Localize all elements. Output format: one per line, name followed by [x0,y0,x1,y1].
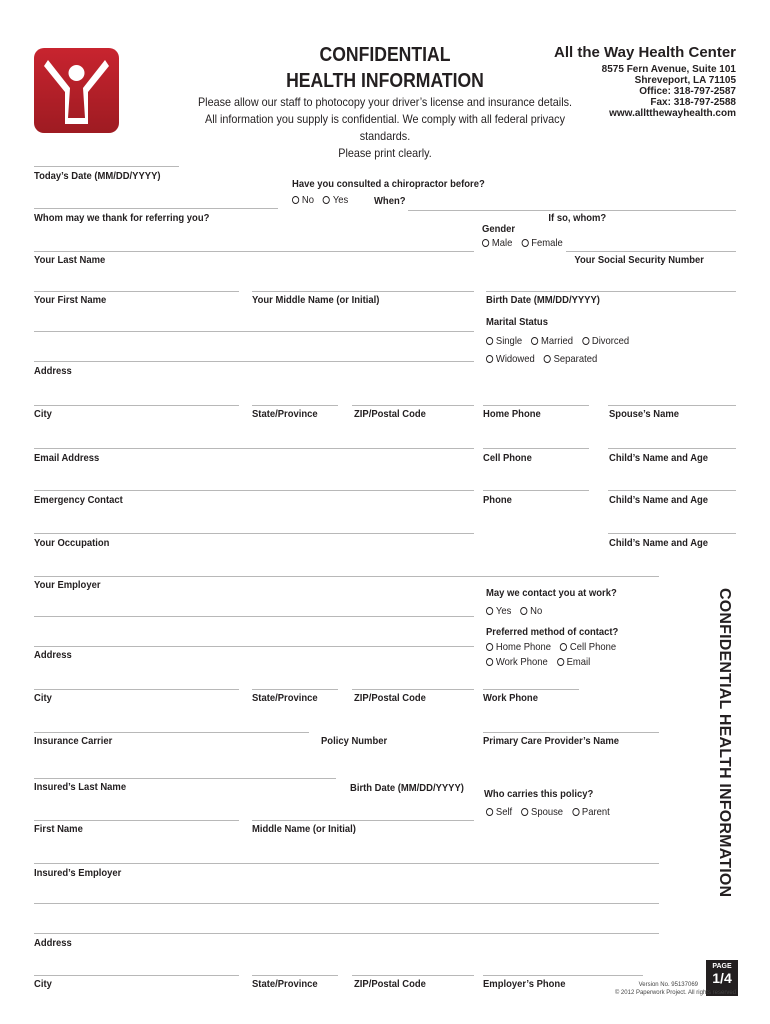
radio-icon [486,355,493,363]
insured-address-input-1[interactable] [34,903,659,904]
emergency-contact-input[interactable] [34,490,474,491]
radio-icon [582,337,589,345]
radio-icon [482,239,489,247]
insured-middle-name-input[interactable] [252,820,474,821]
address-input-1[interactable] [34,331,474,332]
occupation-label: Your Occupation [34,537,110,549]
address-label: Address [34,365,72,377]
intro-line-3: Please print clearly. [338,146,432,160]
gender-female-option[interactable]: Female [521,237,562,249]
if-so-whom-label: If so, whom? [548,212,606,224]
email-label: Email Address [34,452,100,464]
pref-work-phone-option[interactable]: Work Phone [486,656,548,668]
logo [34,48,119,133]
employer-address-input-1[interactable] [34,616,474,617]
radio-icon [520,607,527,615]
title-line-1: CONFIDENTIAL [319,44,451,66]
first-name-input[interactable] [34,291,239,292]
child-3-label: Child’s Name and Age [609,537,709,549]
zip-input[interactable] [352,405,474,406]
primary-care-label: Primary Care Provider’s Name [483,735,620,747]
birth-date-input[interactable] [486,291,736,292]
marital-widowed-option[interactable]: Widowed [486,353,535,365]
chiro-no-option[interactable]: No [292,194,314,206]
policy-number-label: Policy Number [321,735,388,747]
employer-phone-input[interactable] [483,975,643,976]
chiro-yes-option[interactable]: Yes [323,194,348,206]
email-input[interactable] [34,448,474,449]
child-2-label: Child’s Name and Age [609,494,709,506]
work-phone-label: Work Phone [483,692,538,704]
child-3-input[interactable] [608,533,736,534]
preferred-contact-label: Preferred method of contact? [486,626,619,638]
org-street: 8575 Fern Avenue, Suite 101 [601,64,736,75]
page-number: 1/4 [712,970,732,986]
employer-zip-input[interactable] [352,689,474,690]
child-1-label: Child’s Name and Age [609,452,709,464]
todays-date-input[interactable] [34,166,179,167]
ssn-label: Your Social Security Number [574,254,704,266]
radio-icon [531,337,538,345]
gender-label: Gender [482,223,516,235]
insured-first-name-input[interactable] [34,820,239,821]
intro-line-2: All information you supply is confidential. We comply with all federal privacy standards. [205,112,565,143]
person-arms-raised-icon [34,48,119,133]
employer-state-label: State/Province [252,692,318,704]
work-phone-input[interactable] [483,689,579,690]
address-input-2[interactable] [34,361,474,362]
middle-name-label: Your Middle Name (or Initial) [252,294,380,306]
chiro-question-label: Have you consulted a chiropractor before? [292,178,485,190]
pref-email-option[interactable]: Email [557,656,591,668]
radio-icon [486,808,493,816]
employer-label: Your Employer [34,579,101,591]
insured-state-input[interactable] [252,975,338,976]
marital-options-1 [486,335,635,347]
preferred-options-1 [486,641,622,653]
insured-zip-input[interactable] [352,975,474,976]
employer-state-input[interactable] [252,689,338,690]
insured-zip-label: ZIP/Postal Code [354,978,426,990]
marital-divorced-option[interactable]: Divorced [582,335,629,347]
first-name-label: Your First Name [34,294,107,306]
employer-phone-label: Employer’s Phone [483,978,566,990]
insured-last-name-input[interactable] [34,778,336,779]
side-title: CONFIDENTIAL HEALTH INFORMATION [716,588,733,898]
primary-care-input[interactable] [483,732,659,733]
insured-last-name-label: Insured’s Last Name [34,781,127,793]
intro-line-1: Please allow our staff to photocopy your driver’s license and insurance details. [197,95,573,109]
insured-state-label: State/Province [252,978,318,990]
radio-icon [521,808,528,816]
home-phone-input[interactable] [483,405,589,406]
employer-city-label: City [34,692,52,704]
emergency-contact-label: Emergency Contact [34,494,123,506]
insured-employer-input[interactable] [34,863,659,864]
insurance-carrier-label: Insurance Carrier [34,735,113,747]
marital-separated-option[interactable]: Separated [544,353,598,365]
home-phone-label: Home Phone [483,408,541,420]
insured-employer-label: Insured’s Employer [34,867,122,879]
insurance-carrier-input[interactable] [34,732,309,733]
marital-single-option[interactable]: Single [486,335,522,347]
org-office: Office: 318-797-2587 [639,86,736,97]
employer-input[interactable] [34,576,659,577]
radio-icon [557,658,564,666]
when-input[interactable] [408,210,736,211]
state-input[interactable] [252,405,338,406]
child-2-input[interactable] [608,490,736,491]
insured-city-label: City [34,978,52,990]
insured-city-input[interactable] [34,975,239,976]
radio-icon [486,607,493,615]
gender-male-option[interactable]: Male [482,237,512,249]
cell-phone-label: Cell Phone [483,452,532,464]
contact-at-work-label: May we contact you at work? [486,587,617,599]
middle-name-input[interactable] [252,291,474,292]
intro-text [183,94,588,162]
org-city: Shreveport, LA 71105 [634,75,736,86]
insured-birth-date-label: Birth Date (MM/DD/YYYY) [350,782,464,794]
radio-icon [292,196,299,204]
pref-cell-phone-option[interactable]: Cell Phone [560,641,616,653]
radio-icon [560,643,567,651]
employer-address-input-2[interactable] [34,646,474,647]
chiro-options [292,194,355,206]
page-label: PAGE [712,963,732,970]
org-fax: Fax: 318-797-2588 [650,97,736,108]
radio-icon [544,355,551,363]
carrier-self-option[interactable]: Self [486,806,512,818]
carrier-parent-option[interactable]: Parent [572,806,610,818]
radio-icon [521,239,528,247]
who-carries-label: Who carries this policy? [484,788,594,800]
occupation-input[interactable] [34,533,474,534]
page-title [266,42,504,94]
cell-phone-input[interactable] [483,448,589,449]
zip-label: ZIP/Postal Code [354,408,426,420]
radio-icon [572,808,579,816]
child-1-input[interactable] [608,448,736,449]
contact-at-work-options [486,605,549,617]
title-line-2: HEALTH INFORMATION [286,70,484,92]
last-name-input[interactable] [34,251,474,252]
org-contact [602,64,736,119]
spouse-name-input[interactable] [608,405,736,406]
radio-icon [486,337,493,345]
referral-input[interactable] [34,208,278,209]
carrier-spouse-option[interactable]: Spouse [521,806,563,818]
pref-home-phone-option[interactable]: Home Phone [486,641,551,653]
todays-date-label: Today’s Date (MM/DD/YYYY) [34,170,161,182]
last-name-label: Your Last Name [34,254,106,266]
contact-work-no-option[interactable]: No [520,605,542,617]
version-text: Version No. 95137069 [638,982,698,988]
insured-middle-name-label: Middle Name (or Initial) [252,823,356,835]
insured-address-label: Address [34,937,72,949]
who-carries-options [486,806,616,818]
insured-address-input-2[interactable] [34,933,659,934]
contact-work-yes-option[interactable]: Yes [486,605,511,617]
employer-city-input[interactable] [34,689,239,690]
city-input[interactable] [34,405,239,406]
spouse-name-label: Spouse’s Name [609,408,680,420]
when-label: When? [374,195,406,207]
city-label: City [34,408,52,420]
emergency-phone-label: Phone [483,494,512,506]
employer-address-label: Address [34,649,72,661]
radio-icon [323,196,330,204]
marital-options-2 [486,353,604,365]
referral-label: Whom may we thank for referring you? [34,212,210,224]
org-web: www.alltthewayhealth.com [609,108,736,119]
gender-options [482,237,569,249]
emergency-phone-input[interactable] [483,490,589,491]
employer-zip-label: ZIP/Postal Code [354,692,426,704]
marital-status-label: Marital Status [486,316,548,328]
radio-icon [486,658,493,666]
birth-date-label: Birth Date (MM/DD/YYYY) [486,294,600,306]
preferred-options-2 [486,656,597,668]
org-name: All the Way Health Center [554,44,736,61]
state-label: State/Province [252,408,318,420]
marital-married-option[interactable]: Married [531,335,573,347]
ssn-input[interactable] [566,251,736,252]
insured-first-name-label: First Name [34,823,83,835]
radio-icon [486,643,493,651]
copyright-text: © 2012 Paperwork Project. All rights reserved [614,990,736,996]
